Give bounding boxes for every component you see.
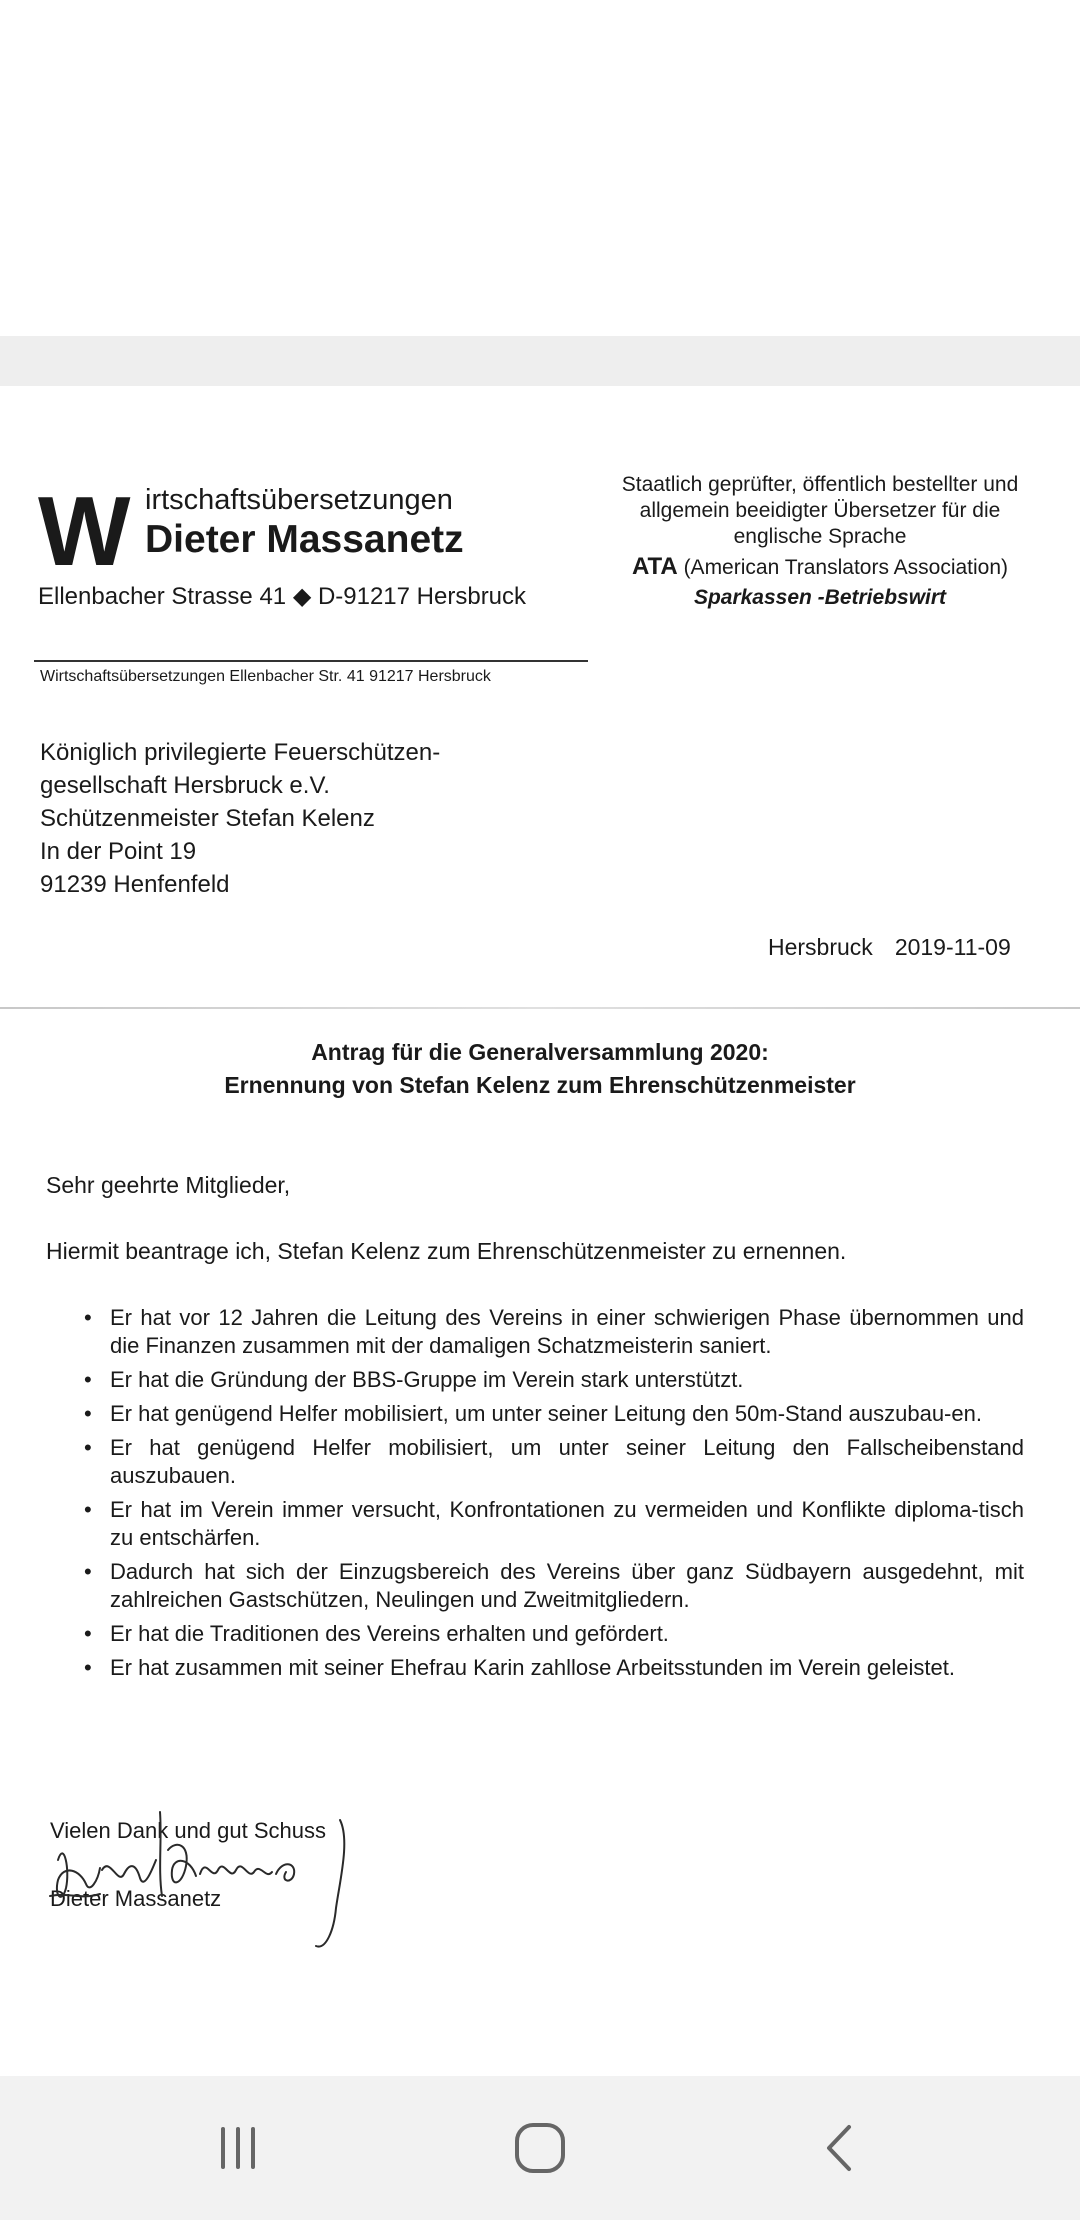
ata-abbreviation: ATA <box>631 553 678 580</box>
handwritten-signature <box>40 1800 440 1960</box>
recent-apps-icon <box>213 2123 263 2173</box>
professional-title: Sparkassen -Betriebswirt <box>693 586 947 609</box>
system-navigation-bar <box>0 2076 1080 2220</box>
back-button[interactable] <box>800 2118 880 2178</box>
ata-full-name: (American Translators Association) <box>683 556 1009 579</box>
letter-document[interactable] <box>0 386 1080 2076</box>
firm-name-line2: Dieter Massanetz <box>145 518 464 561</box>
image-top-border <box>0 336 1080 386</box>
subject-line1: Antrag für die Generalversammlung 2020: <box>311 1039 769 1065</box>
reasons-list <box>84 1304 1024 1688</box>
recent-apps-button[interactable] <box>198 2118 278 2178</box>
sender-return-line: Wirtschaftsübersetzungen Ellenbacher Str. 41 91217 Hersbruck <box>40 668 491 685</box>
letterhead-address: Ellenbacher Strasse 41 ◆ D-91217 Hersbruck <box>38 583 527 610</box>
subject <box>0 1036 1080 1102</box>
credentials-block <box>600 472 1040 611</box>
intro-paragraph: Hiermit beantrage ich, Stefan Kelenz zum Ehrenschützenmeister zu ernennen. <box>46 1238 847 1264</box>
recipient-line: In der Point 19 <box>40 838 197 865</box>
credential-line: Staatlich geprüfter, öffentlich bestellter und <box>621 473 1019 496</box>
place: Hersbruck <box>768 934 873 960</box>
sender-divider <box>34 660 588 662</box>
date: 2019-11-09 <box>894 934 1011 960</box>
recipient-address <box>40 736 440 901</box>
ata-line <box>600 554 1040 581</box>
list-item: • Er hat genügend Helfer mobilisiert, um unter seiner Leitung den Fallscheibenstand auszubauen. <box>84 1434 1024 1490</box>
subject-line2: Ernennung von Stefan Kelenz zum Ehrenschützenmeister <box>224 1072 856 1098</box>
home-button[interactable] <box>500 2118 580 2178</box>
recipient-line: Königlich privilegierte Feuerschützen- <box>40 739 441 766</box>
home-icon <box>512 2120 568 2176</box>
list-item: • Er hat zusammen mit seiner Ehefrau Karin zahllose Arbeitsstunden im Verein geleistet. <box>84 1654 1024 1682</box>
signature-name: Dieter Massanetz <box>50 1886 222 1911</box>
credential-line: allgemein beeidigter Übersetzer für die <box>639 499 1001 522</box>
list-item: • Er hat die Gründung der BBS-Gruppe im Verein stark unterstützt. <box>84 1366 1024 1394</box>
list-item: • Dadurch hat sich der Einzugsbereich des Vereins über ganz Südbayern ausgedehnt, mit zahlreichen Gastschützen, Neulingen und Zweitmitgliedern. <box>84 1558 1024 1614</box>
recipient-line: Schützenmeister Stefan Kelenz <box>40 805 375 832</box>
back-icon <box>815 2123 865 2173</box>
logo-letter: W <box>38 476 129 586</box>
list-item: • Er hat vor 12 Jahren die Leitung des Vereins in einer schwierigen Phase übernommen und die Finanzen zusammen mit der damaligen Schatzmeisterin saniert. <box>84 1304 1024 1360</box>
list-item: • Er hat genügend Helfer mobilisiert, um unter seiner Leitung den 50m-Stand auszubau-en. <box>84 1400 1024 1428</box>
paper-fold-line <box>0 1007 1080 1009</box>
list-item: • Er hat im Verein immer versucht, Konfrontationen zu vermeiden und Konflikte diploma-tisch zu entschärfen. <box>84 1496 1024 1552</box>
top-blank-area <box>0 0 1080 336</box>
closing-line: Vielen Dank und gut Schuss <box>50 1818 326 1843</box>
firm-name-line1: irtschaftsübersetzungen <box>145 484 453 516</box>
place-and-date <box>768 934 1011 961</box>
credential-line: englische Sprache <box>733 525 907 548</box>
recipient-line: gesellschaft Hersbruck e.V. <box>40 772 330 799</box>
recipient-line: 91239 Henfenfeld <box>40 871 230 898</box>
list-item: • Er hat die Traditionen des Vereins erhalten und gefördert. <box>84 1620 1024 1648</box>
greeting: Sehr geehrte Mitglieder, <box>46 1172 291 1198</box>
